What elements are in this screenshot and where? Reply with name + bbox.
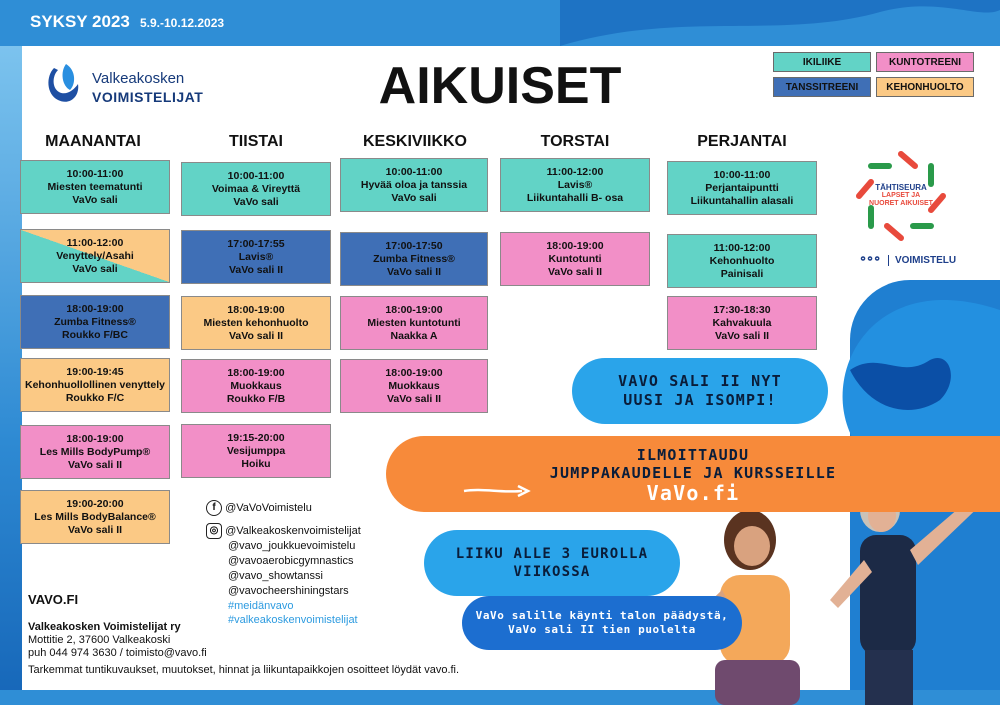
class-card: 17:00-17:55 Lavis® VaVo sali II: [181, 230, 331, 284]
legend-kuntotreeni: KUNTOTREENI: [876, 52, 974, 72]
class-card: 11:00-12:00 Lavis® Liikuntahalli B- osa: [500, 158, 650, 212]
olympic-rings-icon: ⚬⚬⚬: [858, 252, 880, 266]
class-card: 11:00-12:00 Venyttely/Asahi VaVo sali: [20, 229, 170, 283]
hashtag: #valkeakoskenvoimistelijat: [228, 614, 358, 626]
legend-tanssitreeni: TANSSITREENI: [773, 77, 871, 97]
hashtag: #meidänvavo: [228, 600, 294, 612]
class-card: 19:15-20:00 Vesijumppa Hoiku: [181, 424, 331, 478]
instagram-handle[interactable]: @vavo_joukkuevoimistelu: [228, 540, 356, 552]
instagram-icon: ◎: [206, 523, 222, 539]
class-card: 17:30-18:30 Kahvakuula VaVo sali II: [667, 296, 817, 350]
badge-text: TÄHTISEURA LAPSET JA NUORET AIKUISET: [869, 183, 933, 207]
class-card: 18:00-19:00 Miesten kuntotunti Naakka A: [340, 296, 488, 350]
class-card: 19:00-20:00 Les Mills BodyBalance® VaVo sali II: [20, 490, 170, 544]
day-header-wednesday: KESKIVIIKKO: [362, 133, 467, 150]
class-card: 18:00-19:00 Muokkaus Roukko F/B: [181, 359, 331, 413]
day-header-monday: MAANANTAI: [45, 133, 141, 150]
promo-entry-info: VaVo salille käynti talon päädystä, VaVo sali II tien puolelta: [462, 596, 742, 650]
promo-new-hall: VAVO SALI II NYT UUSI JA ISOMPI!: [572, 358, 828, 424]
day-header-thursday: TORSTAI: [540, 133, 610, 150]
instagram-handle[interactable]: @Valkeakoskenvoimistelijat: [225, 524, 361, 537]
page-title: AIKUISET: [378, 57, 622, 115]
season-label: SYKSY 2023: [30, 12, 130, 31]
dancers-photo: [660, 480, 1000, 705]
wave-decoration: [560, 0, 1000, 50]
org-name: Valkeakosken Voimistelijat ry: [28, 621, 181, 633]
instagram-handle[interactable]: @vavo_showtanssi: [228, 570, 323, 582]
class-card: 18:00-19:00 Miesten kehonhuolto VaVo sali II: [181, 296, 331, 350]
footer-note: Tarkemmat tuntikuvaukset, muutokset, hinnat ja liikuntapaikkojen osoitteet löydät vavo.fi.: [28, 664, 460, 676]
class-card: 10:00-11:00 Hyvää oloa ja tanssia VaVo sali: [340, 158, 488, 212]
class-card: 19:00-19:45 Kehonhuollollinen venyttely Roukko F/C: [20, 358, 170, 412]
social-instagram: [206, 523, 361, 599]
legend-ikiliike: IKILIIKE: [773, 52, 871, 72]
social-facebook[interactable]: f @VaVoVoimistelu: [206, 500, 312, 516]
logo-text-line2: VOIMISTELIJAT: [92, 89, 204, 105]
register-link[interactable]: VaVo.fi: [646, 481, 740, 505]
class-card: 17:00-17:50 Zumba Fitness® VaVo sali II: [340, 232, 488, 286]
legend-kehonhuolto: KEHONHUOLTO: [876, 77, 974, 97]
class-card: 10:00-11:00 Miesten teematunti VaVo sali: [20, 160, 170, 214]
website-link[interactable]: VAVO.FI: [28, 592, 79, 607]
class-card: 18:00-19:00 Zumba Fitness® Roukko F/BC: [20, 295, 170, 349]
class-card: 18:00-19:00 Les Mills BodyPump® VaVo sali II: [20, 425, 170, 479]
promo-register: ILMOITTAUDU JUMPPAKAUDELLE JA KURSSEILLE VaVo.fi: [386, 436, 1000, 512]
federation-logo: ⚬⚬⚬ VOIMISTELU: [858, 252, 957, 266]
class-card: 11:00-12:00 Kehonhuolto Painisali: [667, 234, 817, 288]
instagram-handle[interactable]: @vavocheershiningstars: [228, 585, 349, 597]
season-dates: 5.9.-10.12.2023: [140, 16, 225, 30]
splash-decoration: [820, 290, 1000, 450]
facebook-icon: f: [206, 500, 222, 516]
arrow-right-icon: [462, 484, 532, 498]
class-card: 18:00-19:00 Muokkaus VaVo sali II: [340, 359, 488, 413]
class-card: 18:00-19:00 Kuntotunti VaVo sali II: [500, 232, 650, 286]
logo-text-line1: Valkeakosken: [92, 70, 185, 87]
org-contact: puh 044 974 3630 / toimisto@vavo.fi: [28, 647, 207, 659]
class-card: 10:00-11:00 Perjantaipuntti Liikuntahallin alasali: [667, 161, 817, 215]
instagram-handle[interactable]: @vavoaerobicgymnastics: [228, 555, 354, 567]
class-card: 10:00-11:00 Voimaa & Vireyttä VaVo sali: [181, 162, 331, 216]
day-header-friday: PERJANTAI: [697, 133, 787, 150]
vavo-logo-icon: [44, 62, 82, 106]
day-header-tuesday: TIISTAI: [229, 133, 283, 150]
promo-price: LIIKU ALLE 3 EUROLLA VIIKOSSA: [424, 530, 680, 596]
org-address: Mottitie 2, 37600 Valkeakoski: [28, 634, 171, 646]
